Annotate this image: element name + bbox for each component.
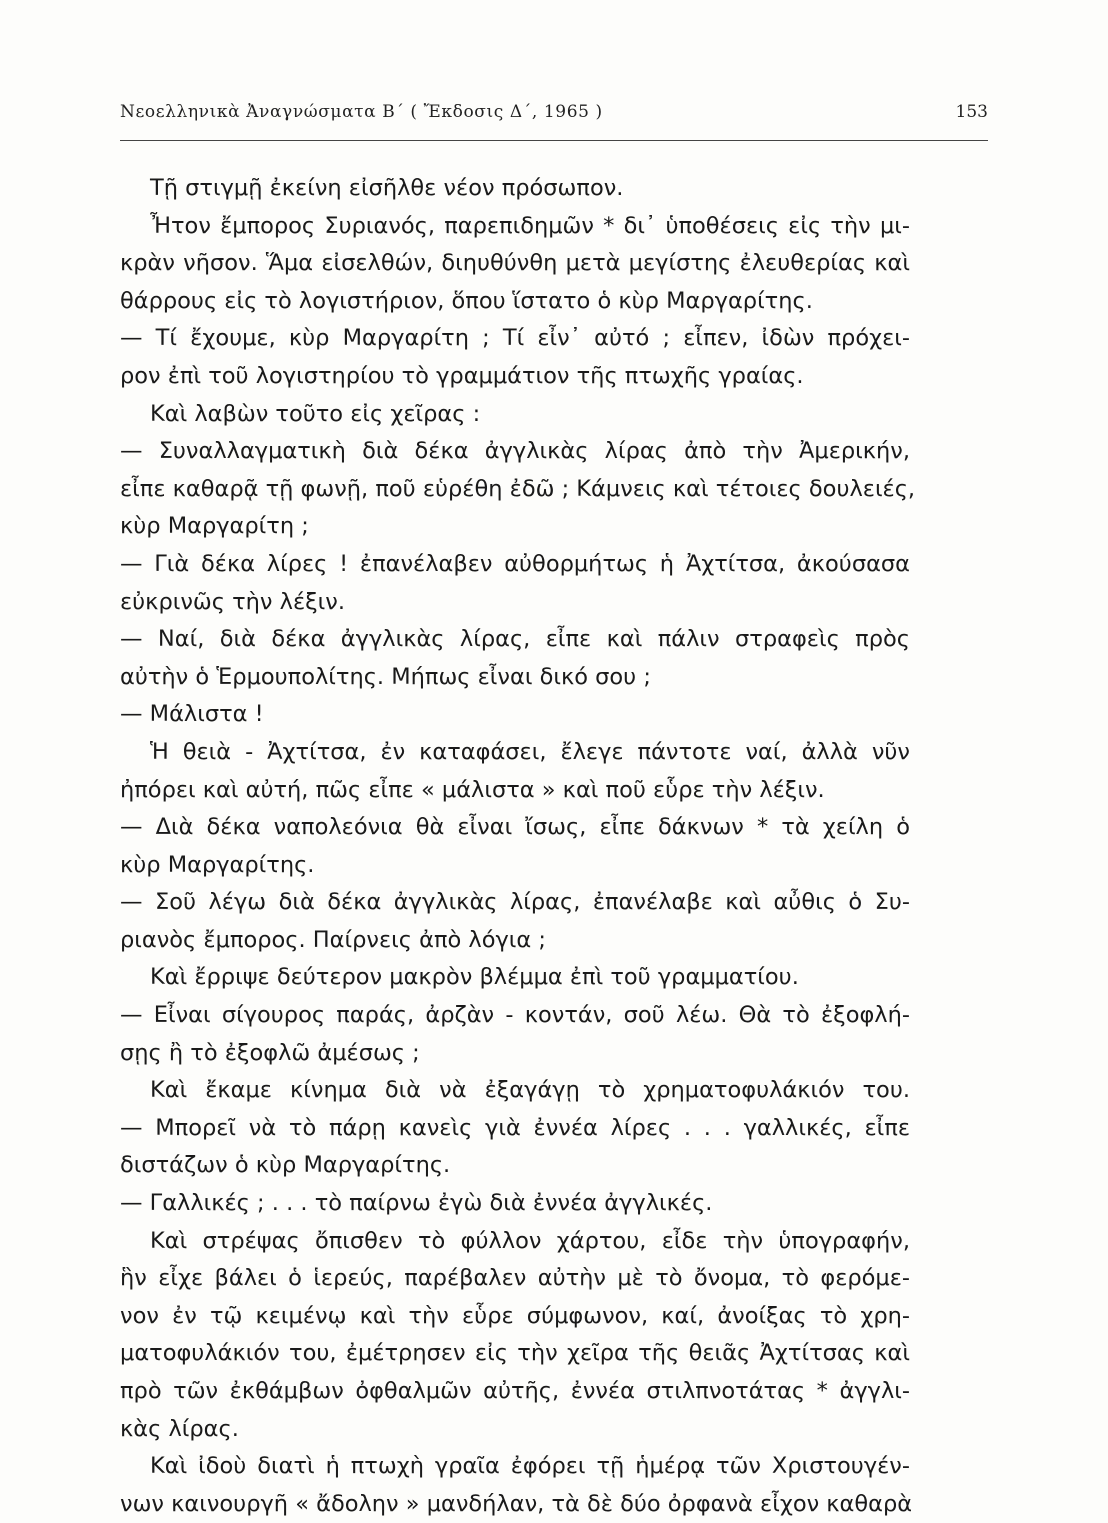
text-line: Καὶ στρέψας ὄπισθεν τὸ φύλλον χάρτου, εἶδε τὴν ὑπογραφήν, <box>150 1227 910 1254</box>
text-line: εὐκρινῶς τὴν λέξιν. <box>120 588 345 615</box>
page-number: 153 <box>955 102 988 122</box>
text-line: Τῇ στιγμῇ ἐκείνη εἰσῆλθε νέον πρόσωπον. <box>150 175 624 201</box>
header-rule <box>120 140 988 141</box>
text-line: διστάζων ὁ κὺρ Μαργαρίτης. <box>120 1152 451 1179</box>
text-line: — Συναλλαγματικὴ διὰ δέκα ἀγγλικὰς λίρας ἀπὸ τὴν Ἀμερικήν, <box>120 438 910 465</box>
running-header <box>120 102 988 134</box>
text-line: κὺρ Μαργαρίτης. <box>120 851 315 878</box>
text-line: — Μάλιστα ! <box>120 701 264 728</box>
text-line: σῃς ἢ τὸ ἐξοφλῶ ἀμέσως ; <box>120 1039 420 1066</box>
text-line: νων καινουργῆ « ἄδολην » μανδήλαν, τὰ δὲ δύο ὀρφανὰ εἶχον καθαρὰ <box>120 1490 913 1517</box>
text-line: — Γιὰ δέκα λίρες ! ἐπανέλαβεν αὐθορμήτως ἡ Ἀχτίτσα, ἀκούσασα <box>120 550 910 577</box>
text-line: — Ναί, διὰ δέκα ἀγγλικὰς λίρας, εἶπε καὶ πάλιν στραφεὶς πρὸς <box>120 626 910 653</box>
text-line: Ἡ θειὰ - Ἀχτίτσα, ἐν καταφάσει, ἔλεγε πάντοτε ναί, ἀλλὰ νῦν <box>150 738 910 765</box>
text-line: ἠπόρει καὶ αὐτή, πῶς εἶπε « μάλιστα » καὶ ποῦ εὗρε τὴν λέξιν. <box>120 776 825 803</box>
book-title: Νεοελληνικὰ Ἀναγνώσματα Β΄ ( Ἔκδοσις Δ΄, 1965 ) <box>120 102 603 122</box>
text-line: ριανὸς ἔμπορος. Παίρνεις ἀπὸ λόγια ; <box>120 926 546 953</box>
text-line: — Εἶναι σίγουρος παράς, ἀρζὰν - κοντάν, σοῦ λέω. Θὰ τὸ ἐξοφλή- <box>120 1002 910 1029</box>
text-line: κὰς λίρας. <box>120 1415 239 1442</box>
text-line: Καὶ ἰδοὺ διατὶ ἡ πτωχὴ γραῖα ἐφόρει τῇ ἡμέρᾳ τῶν Χριστουγέν- <box>150 1453 910 1480</box>
text-line: πρὸ τῶν ἐκθάμβων ὀφθαλμῶν αὐτῆς, ἐννέα στιλπνοτάτας * ἀγγλι- <box>120 1378 910 1404</box>
text-line: κὺρ Μαργαρίτη ; <box>120 513 309 540</box>
text-line: νον ἐν τῷ κειμένῳ καὶ τὴν εὗρε σύμφωνον, καί, ἀνοίξας τὸ χρη- <box>120 1302 910 1329</box>
text-line: κρὰν νῆσον. Ἅμα εἰσελθών, διηυθύνθη μετὰ μεγίστης ἐλευθερίας καὶ <box>120 250 910 277</box>
text-line: Καὶ ἔκαμε κίνημα διὰ νὰ ἐξαγάγῃ τὸ χρηματοφυλάκιόν του. <box>150 1077 910 1104</box>
text-line: αὐτὴν ὁ Ἑρμουπολίτης. Μήπως εἶναι δικό σου ; <box>120 663 651 690</box>
text-line: θάρρους εἰς τὸ λογιστήριον, ὅπου ἵστατο ὁ κὺρ Μαργαρίτης. <box>120 287 813 314</box>
text-line: — Γαλλικές ; . . . τὸ παίρνω ἐγὼ διὰ ἐννέα ἀγγλικές. <box>120 1190 713 1217</box>
text-line: Καὶ λαβὼν τοῦτο εἰς χεῖρας : <box>150 400 481 427</box>
text-line: — Μπορεῖ νὰ τὸ πάρῃ κανεὶς γιὰ ἐννέα λίρες . . . γαλλικές, εἶπε <box>120 1114 910 1141</box>
text-line: — Διὰ δέκα ναπολεόνια θὰ εἶναι ἴσως, εἶπε δάκνων * τὰ χείλη ὁ <box>120 814 910 841</box>
text-line: ἣν εἶχε βάλει ὁ ἱερεύς, παρέβαλεν αὐτὴν μὲ τὸ ὄνομα, τὸ φερόμε- <box>120 1265 910 1292</box>
text-line: ματοφυλάκιόν του, ἐμέτρησεν εἰς τὴν χεῖρα τῆς θειᾶς Ἀχτίτσας καὶ <box>120 1340 910 1367</box>
text-line: Καὶ ἔρριψε δεύτερον μακρὸν βλέμμα ἐπὶ τοῦ γραμματίου. <box>150 964 799 991</box>
text-line: εἶπε καθαρᾷ τῇ φωνῇ, ποῦ εὑρέθη ἐδῶ ; Κάμνεις καὶ τέτοιες δουλειές, <box>120 475 916 502</box>
text-line: Ἦτον ἔμπορος Συριανός, παρεπιδημῶν * δι᾽ ὑποθέσεις εἰς τὴν μι- <box>150 212 910 239</box>
text-line: — Τί ἔχουμε, κὺρ Μαργαρίτη ; Τί εἶν᾽ αὐτό ; εἶπεν, ἰδὼν πρόχει- <box>120 325 910 352</box>
text-body <box>120 170 916 1523</box>
text-line: — Σοῦ λέγω διὰ δέκα ἀγγλικὰς λίρας, ἐπανέλαβε καὶ αὖθις ὁ Συ- <box>120 889 910 916</box>
text-line: ρον ἐπὶ τοῦ λογιστηρίου τὸ γραμμάτιον τῆς πτωχῆς γραίας. <box>120 362 804 389</box>
